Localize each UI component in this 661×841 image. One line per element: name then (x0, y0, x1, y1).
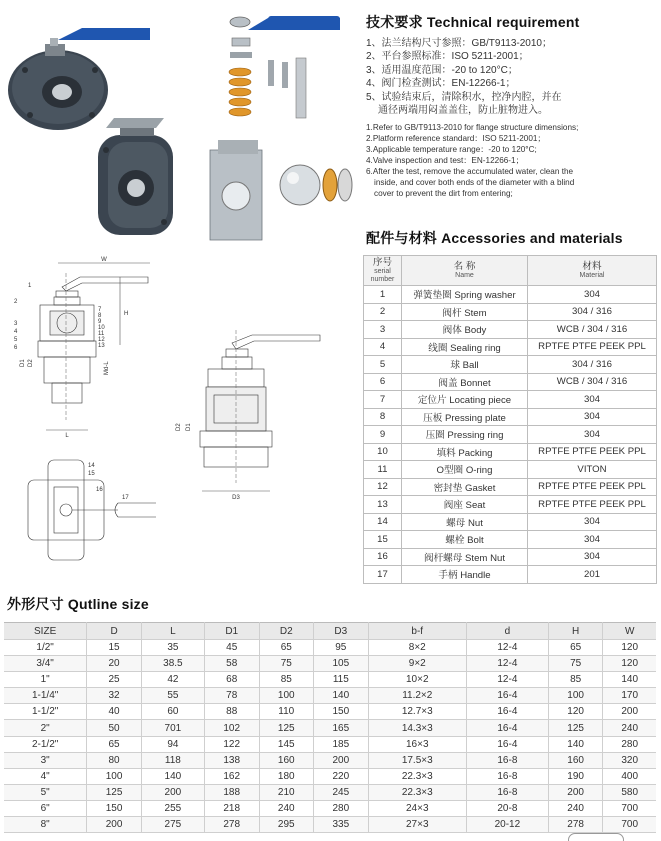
material-no-cell: 14 (364, 513, 402, 531)
outline-cell: 12-4 (466, 672, 548, 688)
callout-label: 3 (14, 321, 18, 327)
outline-cell: 85 (548, 672, 603, 688)
outline-cell: 94 (141, 736, 204, 752)
materials-body (364, 286, 657, 584)
outline-table (4, 622, 656, 833)
outline-cell: 8×2 (368, 640, 466, 656)
material-row (364, 356, 657, 374)
outline-row (4, 736, 656, 752)
outline-cell: 38.5 (141, 656, 204, 672)
outline-cell: 17.5×3 (368, 752, 466, 768)
outline-cell: 27×3 (368, 817, 466, 833)
material-name-cell: 阀座 Seat (402, 496, 528, 514)
material-value-cell: 304 (528, 548, 657, 566)
outline-cell: 6" (4, 800, 87, 816)
tech-en-line: 1.Refer to GB/T9113-2010 for flange structure dimensions; (366, 123, 579, 133)
callout-label: 9 (98, 319, 102, 325)
outline-cell: 10×2 (368, 672, 466, 688)
outline-row (4, 688, 656, 704)
callout-label: 2 (14, 299, 18, 305)
outline-column-header: W (603, 623, 656, 640)
material-no-cell: 2 (364, 303, 402, 321)
outline-row (4, 768, 656, 784)
outline-cell: 1/2" (4, 640, 87, 656)
outline-cell: 58 (204, 656, 259, 672)
outline-cell: 118 (141, 752, 204, 768)
material-name-cell: 定位片 Locating piece (402, 391, 528, 409)
material-row (364, 373, 657, 391)
outline-cell: 180 (259, 768, 314, 784)
dim-d1-label: D2 (176, 423, 182, 431)
outline-cell: 15 (87, 640, 142, 656)
outline-cell: 1-1/4" (4, 688, 87, 704)
outline-cell: 50 (87, 720, 142, 736)
outline-cell: 24×3 (368, 800, 466, 816)
outline-cell: 16-4 (466, 688, 548, 704)
outline-cell: 240 (603, 720, 656, 736)
outline-cell: 11.2×2 (368, 688, 466, 704)
outline-cell: 25 (87, 672, 142, 688)
outline-row (4, 656, 656, 672)
outline-cell: 85 (259, 672, 314, 688)
outline-cell: 700 (603, 800, 656, 816)
outline-cell: 78 (204, 688, 259, 704)
outline-cell: 140 (314, 688, 369, 704)
outline-cell: 65 (259, 640, 314, 656)
material-no-cell: 7 (364, 391, 402, 409)
material-no-cell: 6 (364, 373, 402, 391)
material-value-cell: 304 (528, 391, 657, 409)
material-row (364, 513, 657, 531)
callout-label: 11 (98, 331, 105, 337)
callout-label: 16 (96, 487, 103, 493)
outline-cell: 278 (204, 817, 259, 833)
tech-requirements-en (366, 122, 658, 199)
material-name-cell: 阀杆 Stem (402, 303, 528, 321)
serial-header-en2: number (370, 275, 395, 283)
material-no-cell: 3 (364, 321, 402, 339)
material-row (364, 286, 657, 304)
outline-cell: 1" (4, 672, 87, 688)
callout-label: 5 (14, 337, 18, 343)
callout-label: 7 (98, 307, 102, 313)
technical-requirement-section (366, 12, 658, 199)
material-no-cell: 12 (364, 478, 402, 496)
outline-cell: 3" (4, 752, 87, 768)
outline-column-header: L (141, 623, 204, 640)
tech-en-line: 6.After the test, remove the accumulated water, clean the (366, 167, 574, 177)
outline-cell: 150 (314, 704, 369, 720)
outline-cell: 16-8 (466, 784, 548, 800)
outline-cell: 80 (87, 752, 142, 768)
dim-md-label: Md-L (104, 361, 110, 375)
outline-cell: 42 (141, 672, 204, 688)
top-plan-view (28, 460, 156, 560)
outline-column-header: d (466, 623, 548, 640)
outline-cell: 16-4 (466, 736, 548, 752)
tech-requirements-cn (366, 37, 658, 117)
outline-column-header: H (548, 623, 603, 640)
material-row (364, 391, 657, 409)
tech-cn-line: 4、阀门检查测试：EN-12266-1； (366, 78, 516, 90)
outline-cell: 240 (548, 800, 603, 816)
outline-column-header: SIZE (4, 623, 87, 640)
tech-en-line: cover to prevent the dirt from entering; (374, 189, 513, 199)
outline-cell: 5" (4, 784, 87, 800)
outline-cell: 700 (603, 817, 656, 833)
material-no-cell: 8 (364, 408, 402, 426)
outline-cell: 140 (141, 768, 204, 784)
material-no-cell: 11 (364, 461, 402, 479)
material-name-cell: O型圈 O-ring (402, 461, 528, 479)
outline-cell: 200 (603, 704, 656, 720)
callout-label: 14 (88, 463, 95, 469)
outline-cell: 2-1/2" (4, 736, 87, 752)
outline-cell: 162 (204, 768, 259, 784)
material-name-cell: 手柄 Handle (402, 566, 528, 584)
callout-label: 10 (98, 325, 105, 331)
material-value-cell: 304 (528, 426, 657, 444)
outline-cell: 40 (87, 704, 142, 720)
material-name-cell: 阀盖 Bonnet (402, 373, 528, 391)
outline-cell: 120 (603, 656, 656, 672)
outline-cell: 55 (141, 688, 204, 704)
outline-cell: 200 (87, 817, 142, 833)
material-name-cell: 压板 Pressing plate (402, 408, 528, 426)
material-value-cell: 201 (528, 566, 657, 584)
outline-cell: 125 (259, 720, 314, 736)
outline-cell: 22.3×3 (368, 784, 466, 800)
outline-header-row (4, 623, 656, 640)
outline-cell: 16×3 (368, 736, 466, 752)
material-no-cell: 15 (364, 531, 402, 549)
outline-cell: 75 (548, 656, 603, 672)
tech-cn-line: 3、适用温度范围：-20 to 120°C； (366, 64, 518, 76)
callout-label: 15 (88, 471, 95, 477)
outline-cell: 295 (259, 817, 314, 833)
outline-cell: 22.3×3 (368, 768, 466, 784)
outline-cell: 122 (204, 736, 259, 752)
material-value-cell: 304 / 316 (528, 356, 657, 374)
outline-row (4, 817, 656, 833)
outline-row (4, 800, 656, 816)
outline-cell: 140 (548, 736, 603, 752)
material-row (364, 303, 657, 321)
material-name-cell: 填料 Packing (402, 443, 528, 461)
tech-en-line: 3.Applicable temperature range：-20 to 120°C; (366, 145, 537, 155)
outline-column-header: D1 (204, 623, 259, 640)
outline-cell: 100 (548, 688, 603, 704)
outline-cell: 68 (204, 672, 259, 688)
outline-cell: 165 (314, 720, 369, 736)
outline-cell: 255 (141, 800, 204, 816)
outline-cell: 2" (4, 720, 87, 736)
outline-cell: 125 (548, 720, 603, 736)
outline-cell: 278 (548, 817, 603, 833)
material-no-cell: 9 (364, 426, 402, 444)
outline-cell: 3/4" (4, 656, 87, 672)
product-images (0, 0, 360, 250)
dim-d2b-label: D1 (186, 423, 192, 431)
material-name-cell: 螺栓 Bolt (402, 531, 528, 549)
material-value-cell: 304 (528, 531, 657, 549)
outline-cell: 16-4 (466, 704, 548, 720)
serial-header-en: serial (374, 267, 391, 275)
outline-cell: 280 (603, 736, 656, 752)
callout-label: 13 (98, 343, 105, 349)
material-header (528, 256, 657, 286)
outline-cell: 170 (603, 688, 656, 704)
outline-row (4, 784, 656, 800)
material-no-cell: 1 (364, 286, 402, 304)
name-header-cn: 名 称 (453, 260, 476, 272)
name-header-en: Name (455, 271, 474, 279)
outline-column-header: D3 (314, 623, 369, 640)
material-row (364, 478, 657, 496)
materials-title: 配件与材料 Accessories and materials (366, 230, 623, 246)
outline-cell: 160 (259, 752, 314, 768)
material-name-cell: 线圈 Sealing ring (402, 338, 528, 356)
outline-row (4, 672, 656, 688)
outline-cell: 9×2 (368, 656, 466, 672)
callout-label: 4 (14, 329, 18, 335)
tech-cn-line: 5、试验结束后，清除积水，控净内腔，并在 (366, 91, 562, 103)
material-row (364, 426, 657, 444)
outline-cell: 32 (87, 688, 142, 704)
outline-cell: 95 (314, 640, 369, 656)
dim-d2-label: D2 (28, 359, 34, 367)
side-section-view (176, 330, 320, 501)
material-header-cn: 材料 (582, 260, 602, 272)
outline-cell: 400 (603, 768, 656, 784)
outline-cell: 20-8 (466, 800, 548, 816)
outline-cell: 12-4 (466, 656, 548, 672)
material-name-cell: 球 Ball (402, 356, 528, 374)
outline-cell: 188 (204, 784, 259, 800)
outline-cell: 14.3×3 (368, 720, 466, 736)
material-row (364, 566, 657, 584)
material-value-cell: RPTFE PTFE PEEK PPL (528, 478, 657, 496)
material-value-cell: WCB / 304 / 316 (528, 373, 657, 391)
material-no-cell: 17 (364, 566, 402, 584)
outline-body (4, 640, 656, 833)
outline-cell: 125 (87, 784, 142, 800)
material-row (364, 531, 657, 549)
material-name-cell: 弹簧垫圈 Spring washer (402, 286, 528, 304)
dim-d3-label: D3 (232, 495, 240, 501)
technical-requirement-title: 技术要求 Technical requirement (366, 14, 580, 30)
callout-label: 12 (98, 337, 105, 343)
outline-cell: 8" (4, 817, 87, 833)
tech-cn-line: 通径两端用闷盖盖住，防止脏物进入。 (378, 105, 548, 117)
material-value-cell: 304 / 316 (528, 303, 657, 321)
serial-header (364, 256, 402, 286)
outline-row (4, 752, 656, 768)
material-value-cell: RPTFE PTFE PEEK PPL (528, 496, 657, 514)
valve-wafer-small (98, 118, 173, 235)
material-name-cell: 压圈 Pressing ring (402, 426, 528, 444)
dim-l-label: L (65, 433, 69, 439)
material-no-cell: 13 (364, 496, 402, 514)
drawing-svg (0, 255, 345, 585)
outline-cell: 200 (314, 752, 369, 768)
outline-cell: 16-4 (466, 720, 548, 736)
outline-cell: 210 (259, 784, 314, 800)
material-value-cell: VITON (528, 461, 657, 479)
material-row (364, 408, 657, 426)
material-value-cell: RPTFE PTFE PEEK PPL (528, 443, 657, 461)
outline-column-header: D (87, 623, 142, 640)
material-row (364, 321, 657, 339)
outline-cell: 220 (314, 768, 369, 784)
outline-cell: 45 (204, 640, 259, 656)
outline-cell: 35 (141, 640, 204, 656)
outline-cell: 280 (314, 800, 369, 816)
front-section-view (14, 257, 150, 439)
material-value-cell: 304 (528, 286, 657, 304)
callout-label: 1 (28, 283, 32, 289)
page-tab-decoration (568, 833, 624, 841)
outline-cell: 65 (87, 736, 142, 752)
callout-label: 17 (122, 495, 129, 501)
outline-cell: 190 (548, 768, 603, 784)
callout-label: 8 (98, 313, 102, 319)
outline-cell: 120 (603, 640, 656, 656)
outline-cell: 140 (603, 672, 656, 688)
material-no-cell: 4 (364, 338, 402, 356)
material-row (364, 496, 657, 514)
material-value-cell: WCB / 304 / 316 (528, 321, 657, 339)
outline-column-header: b-f (368, 623, 466, 640)
outline-cell: 102 (204, 720, 259, 736)
outline-cell: 65 (548, 640, 603, 656)
outline-title: 外形尺寸 Qutline size (7, 596, 149, 612)
valve-wafer-large (8, 28, 150, 130)
outline-cell: 20 (87, 656, 142, 672)
material-row (364, 548, 657, 566)
outline-cell: 701 (141, 720, 204, 736)
serial-header-cn: 序号 (372, 256, 393, 268)
outline-cell: 200 (141, 784, 204, 800)
outline-row (4, 640, 656, 656)
material-value-cell: RPTFE PTFE PEEK PPL (528, 338, 657, 356)
outline-cell: 120 (548, 704, 603, 720)
name-header (402, 256, 528, 286)
material-no-cell: 10 (364, 443, 402, 461)
tech-cn-line: 2、平台参照标准：ISO 5211-2001； (366, 51, 529, 63)
outline-row (4, 720, 656, 736)
tech-en-line: 4.Valve inspection and test：EN-12266-1； (366, 156, 524, 166)
material-name-cell: 阀体 Body (402, 321, 528, 339)
dim-h-label: H (124, 311, 129, 317)
material-name-cell: 螺母 Nut (402, 513, 528, 531)
tech-en-line: inside, and cover both ends of the diameter with a blind (374, 178, 575, 188)
outline-cell: 335 (314, 817, 369, 833)
outline-cell: 115 (314, 672, 369, 688)
outline-cell: 200 (548, 784, 603, 800)
outline-cell: 145 (259, 736, 314, 752)
outline-cell: 100 (259, 688, 314, 704)
outline-cell: 320 (603, 752, 656, 768)
callout-label: 6 (14, 345, 18, 351)
material-value-cell: 304 (528, 408, 657, 426)
material-row (364, 338, 657, 356)
outline-cell: 105 (314, 656, 369, 672)
outline-cell: 12-4 (466, 640, 548, 656)
outline-cell: 16-8 (466, 752, 548, 768)
outline-column-header: D2 (259, 623, 314, 640)
outline-cell: 60 (141, 704, 204, 720)
material-row (364, 443, 657, 461)
outline-cell: 150 (87, 800, 142, 816)
outline-cell: 4" (4, 768, 87, 784)
tech-en-line: 2.Platform reference standard：ISO 5211-2001； (366, 134, 546, 144)
outline-row (4, 704, 656, 720)
outline-cell: 580 (603, 784, 656, 800)
outline-cell: 88 (204, 704, 259, 720)
outline-cell: 160 (548, 752, 603, 768)
materials-table (363, 255, 657, 584)
outline-cell: 275 (141, 817, 204, 833)
material-header-en: Material (579, 271, 605, 279)
material-name-cell: 阀杆螺母 Stem Nut (402, 548, 528, 566)
outline-cell: 110 (259, 704, 314, 720)
materials-header-row (364, 256, 657, 286)
outline-cell: 185 (314, 736, 369, 752)
engineering-drawings (0, 255, 345, 585)
material-value-cell: 304 (528, 513, 657, 531)
product-illustration (0, 0, 360, 250)
outline-cell: 20-12 (466, 817, 548, 833)
material-no-cell: 5 (364, 356, 402, 374)
outline-cell: 218 (204, 800, 259, 816)
material-name-cell: 密封垫 Gasket (402, 478, 528, 496)
dim-w-label: W (101, 257, 107, 263)
exploded-view (210, 16, 352, 240)
outline-cell: 240 (259, 800, 314, 816)
outline-cell: 1-1/2" (4, 704, 87, 720)
outline-cell: 245 (314, 784, 369, 800)
outline-cell: 12.7×3 (368, 704, 466, 720)
tech-cn-line: 1、法兰结构尺寸参照：GB/T9113-2010； (366, 38, 552, 49)
outline-cell: 100 (87, 768, 142, 784)
dim-d-label: D1 (20, 359, 26, 367)
outline-cell: 75 (259, 656, 314, 672)
outline-cell: 138 (204, 752, 259, 768)
material-no-cell: 16 (364, 548, 402, 566)
material-row (364, 461, 657, 479)
outline-cell: 16-8 (466, 768, 548, 784)
